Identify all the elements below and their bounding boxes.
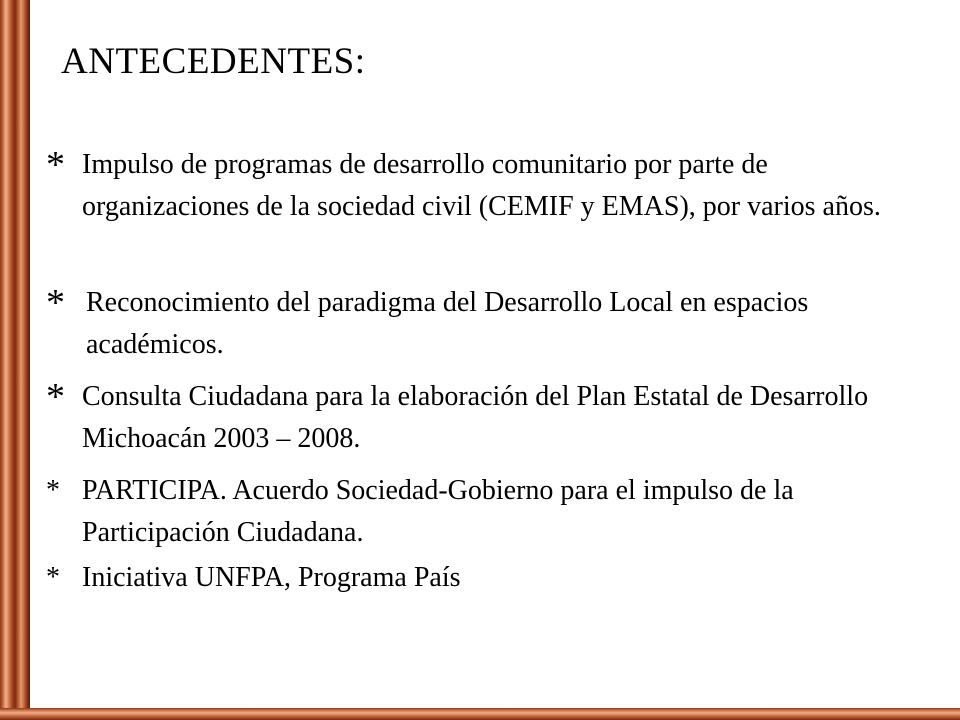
bullet-marker: * xyxy=(46,562,60,593)
bullet-item xyxy=(46,144,906,228)
bullet-item xyxy=(46,376,906,460)
bullet-marker: * xyxy=(46,144,65,186)
bullet-marker: * xyxy=(46,376,65,418)
bullet-item xyxy=(46,557,906,599)
bullet-item xyxy=(46,470,906,554)
bottom-decorative-border xyxy=(0,708,960,720)
bullet-text: Impulso de programas de desarrollo comunitario por parte de organizaciones de la sociedad civil (CEMIF y EMAS), por varios años. xyxy=(82,149,881,222)
bullet-text: Consulta Ciudadana para la elaboración del Plan Estatal de Desarrollo Michoacán 2003 – 2008. xyxy=(82,381,869,454)
bullet-text: Reconocimiento del paradigma del Desarrollo Local en espacios académicos. xyxy=(86,287,809,360)
bullet-item xyxy=(46,282,906,366)
bullet-text: Iniciativa UNFPA, Programa País xyxy=(82,562,461,593)
bullet-marker: * xyxy=(46,475,60,506)
bullet-marker: * xyxy=(46,282,65,324)
slide-title: ANTECEDENTES: xyxy=(61,41,366,82)
left-decorative-border xyxy=(0,0,30,720)
bullet-text: PARTICIPA. Acuerdo Sociedad-Gobierno para el impulso de la Participación Ciudadana. xyxy=(82,475,794,548)
